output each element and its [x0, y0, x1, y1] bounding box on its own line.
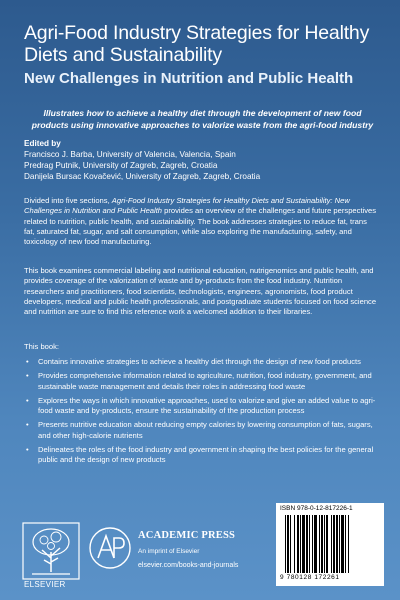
list-item: • Provides comprehensive information related to agriculture, nutrition, food industry, government, and sustainable waste management and details their roles in addressing food waste	[24, 371, 379, 392]
academic-press-logo-icon	[88, 526, 132, 570]
book-title: Agri-Food Industry Strategies for Healthy Diets and Sustainability	[24, 22, 370, 66]
description-book-title: Agri-Food Industry Strategies for Healthy Diets and Sustainability: New Challenges in Nutrition and Public Health	[24, 196, 350, 216]
list-item: • Explores the ways in which innovative approaches, used to valorize and give an added value to agri-food waste and by-products, ensure the sustainability of the production process	[24, 396, 379, 417]
elsevier-label: ELSEVIER	[24, 580, 66, 589]
description-paragraph-2: This book examines commercial labeling and nutritional education, nutrigenomics and public health, and provides coverage of the valorization of waste and by-products from the food industry. Nutrition researchers and practitioners, food scientists, technologists, engineers, agronomists, food product developers, medical and public health professionals, and postgraduate students focused on food science and nutrition are sure to find this reference work a welcomed addition to their libraries.	[24, 266, 377, 317]
book-tagline: Illustrates how to achieve a healthy diet through the development of new food products using innovative approaches to valorize waste from the agri-food industry	[31, 108, 374, 130]
barcode-digits: 9 780128 172261	[280, 574, 340, 581]
barcode-bars-icon	[284, 515, 380, 573]
list-item: • Delineates the roles of the food industry and government in shaping the best policies for the general public and the design of new products	[24, 445, 379, 466]
description-text: Divided into five sections,	[24, 196, 112, 205]
editor-line: Francisco J. Barba, University of Valencia, Valencia, Spain	[24, 150, 236, 159]
list-item: • Contains innovative strategies to achieve a healthy diet through the design of new food products	[24, 357, 379, 367]
book-subtitle: New Challenges in Nutrition and Public Health	[24, 70, 354, 87]
academic-press-name: ACADEMIC PRESS	[138, 530, 236, 541]
description-text: provides an overview of the challenges and future perspectives related to nutrition, public health, and sustainability. The book addresses strategies to reduce fat, trans fat, saturated fat, sugar, and salt consumption, while also exploring the manufacturing, safety, and toxicology of new food manufacturing.	[24, 206, 377, 247]
features-list	[24, 357, 379, 470]
isbn-barcode	[276, 503, 384, 586]
list-item: • Presents nutritive education about reducing empty calories by lowering consumption of fats, sugars, and other high-calorie nutrients	[24, 420, 379, 441]
description-paragraph-1	[24, 196, 379, 247]
editors-block	[24, 138, 384, 182]
editor-line: Danijela Bursac Kovačević, University of Zagreb, Zagreb, Croatia	[24, 172, 261, 181]
features-intro: This book:	[24, 342, 60, 351]
publisher-block	[22, 522, 239, 589]
editors-label: Edited by	[24, 139, 61, 148]
editor-line: Predrag Putnik, University of Zagreb, Zagreb, Croatia	[24, 161, 218, 170]
elsevier-tree-logo-icon	[22, 522, 80, 580]
isbn-text: ISBN 978-0-12-817226-1	[280, 505, 353, 512]
imprint-text: An imprint of Elsevier	[138, 548, 200, 555]
publisher-url: elsevier.com/books-and-journals	[138, 562, 239, 569]
